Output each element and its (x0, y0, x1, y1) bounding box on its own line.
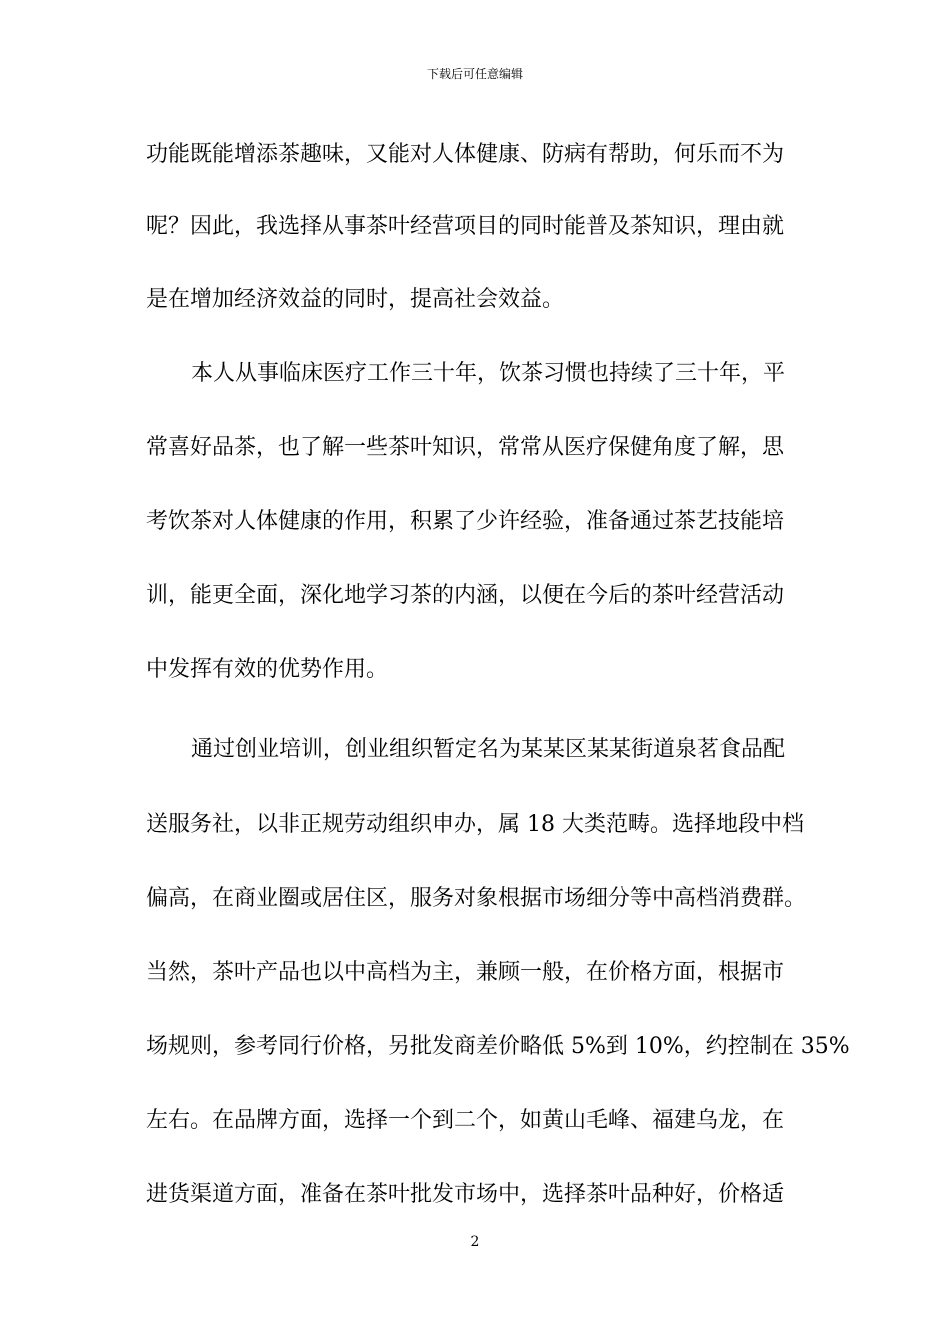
text-line: 训，能更全面，深化地学习茶的内涵，以便在今后的茶叶经营活动 (146, 583, 785, 608)
text-line: 常喜好品茶，也了解一些茶叶知识，常常从医疗保健角度了解，思 (146, 435, 785, 460)
text-line: 左右。在品牌方面，选择一个到二个，如黄山毛峰、福建乌龙，在 (146, 1108, 785, 1133)
text-line: 考饮茶对人体健康的作用，积累了少许经验，准备通过茶艺技能培 (146, 509, 785, 534)
text-line: 功能既能增添茶趣味，又能对人体健康、防病有帮助，何乐而不为 (146, 142, 785, 167)
text-line: 中发挥有效的优势作用。 (146, 657, 389, 682)
text-line: 本人从事临床医疗工作三十年，饮茶习惯也持续了三十年，平 (191, 361, 786, 386)
page-number: 2 (470, 1234, 480, 1250)
text-line: 场规则，参考同行价格，另批发商差价略低 5%到 10%，约控制在 35% (146, 1034, 850, 1059)
text-line: 是在增加经济效益的同时，提高社会效益。 (146, 287, 565, 312)
text-line: 送服务社，以非正规劳动组织申办，属 18 大类范畴。选择地段中档 (146, 812, 804, 837)
text-line: 呢？因此，我选择从事茶叶经营项目的同时能普及茶知识，理由就 (146, 214, 785, 239)
text-line: 进货渠道方面，准备在茶叶批发市场中，选择茶叶品种好，价格适 (146, 1182, 785, 1207)
text-line: 偏高，在商业圈或居住区，服务对象根据市场细分等中高档消费群。 (146, 886, 807, 911)
page-header: 下载后可任意编辑 (426, 67, 523, 81)
text-line: 通过创业培训，创业组织暂定名为某某区某某街道泉茗食品配 (191, 737, 786, 762)
text-line: 当然，茶叶产品也以中高档为主，兼顾一般，在价格方面，根据市 (146, 960, 785, 985)
